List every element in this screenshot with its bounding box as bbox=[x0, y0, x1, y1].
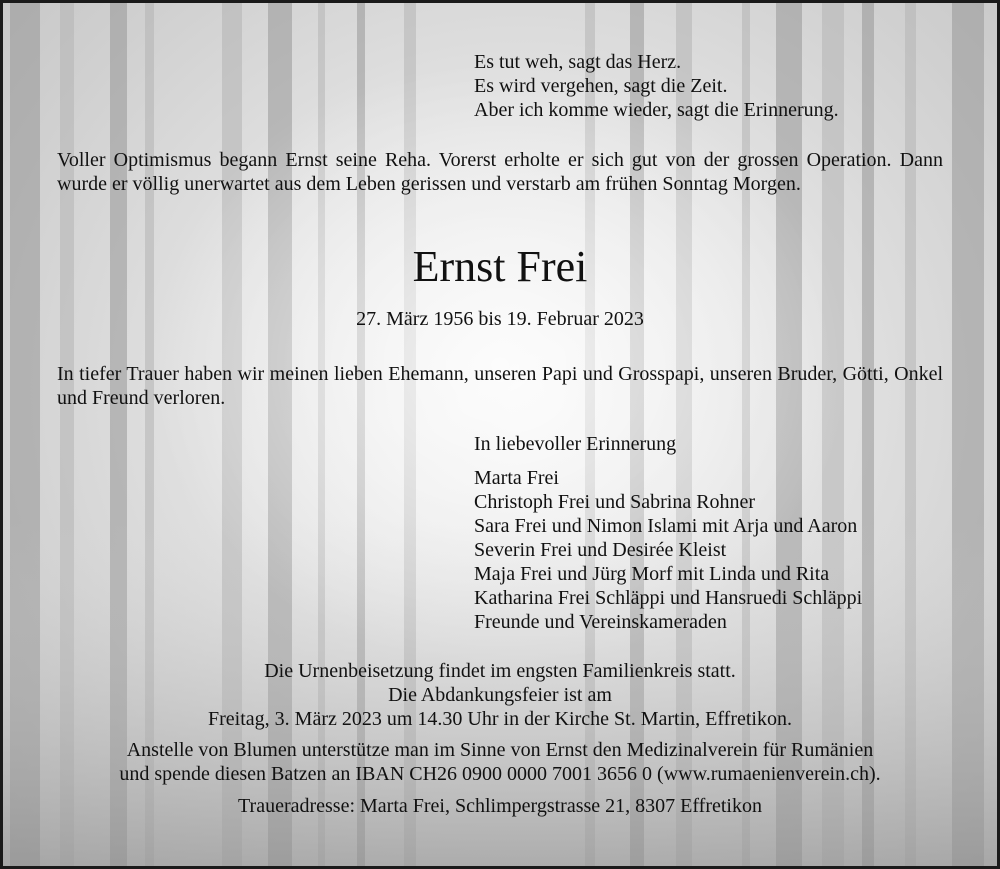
family-list bbox=[474, 466, 862, 634]
family-member: Freunde und Vereinskameraden bbox=[474, 611, 727, 633]
family-member: Katharina Frei Schläppi und Hansruedi Schläppi bbox=[474, 587, 863, 609]
poem-line: Es wird vergehen, sagt die Zeit. bbox=[474, 75, 728, 97]
mourning-address: Traueradresse: Marta Frei, Schlimpergstrasse 21, 8307 Effretikon bbox=[238, 795, 762, 817]
life-dates: 27. März 1956 bis 19. Februar 2023 bbox=[356, 308, 644, 330]
family-member: Sara Frei und Nimon Islami mit Arja und Aaron bbox=[474, 515, 858, 537]
ceremony-line: Die Abdankungsfeier ist am bbox=[388, 684, 612, 706]
poem-line: Es tut weh, sagt das Herz. bbox=[474, 51, 682, 73]
donation-line: und spende diesen Batzen an IBAN CH26 0900 0000 7001 3656 0 (www.rumaenienverein.ch). bbox=[119, 763, 881, 785]
poem bbox=[474, 50, 839, 122]
ceremony-line: Freitag, 3. März 2023 um 14.30 Uhr in der Kirche St. Martin, Effretikon. bbox=[208, 708, 792, 730]
family-member: Maja Frei und Jürg Morf mit Linda und Rita bbox=[474, 563, 830, 585]
ceremony-info bbox=[0, 659, 1000, 731]
memory-heading: In liebevoller Erinnerung bbox=[474, 433, 677, 455]
mourning-paragraph: In tiefer Trauer haben wir meinen lieben Ehemann, unseren Papi und Grosspapi, unseren Bruder, Götti, Onkel und Freund verloren. bbox=[57, 363, 943, 409]
intro-paragraph: Voller Optimismus begann Ernst seine Reha. Vorerst erholte er sich gut von der grossen Operation. Dann wurde er völlig unerwartet aus dem Leben gerissen und verstarb am frühen Sonntag Morgen. bbox=[57, 149, 943, 195]
poem-line: Aber ich komme wieder, sagt die Erinnerung. bbox=[474, 99, 839, 121]
family-member: Christoph Frei und Sabrina Rohner bbox=[474, 491, 756, 513]
ceremony-line: Die Urnenbeisetzung findet im engsten Familienkreis statt. bbox=[264, 660, 736, 682]
family-member: Severin Frei und Desirée Kleist bbox=[474, 539, 727, 561]
donation-line: Anstelle von Blumen unterstütze man im Sinne von Ernst den Medizinalverein für Rumänien bbox=[126, 739, 874, 761]
family-member: Marta Frei bbox=[474, 467, 559, 489]
donation-info bbox=[0, 738, 1000, 786]
deceased-name: Ernst Frei bbox=[412, 242, 588, 291]
